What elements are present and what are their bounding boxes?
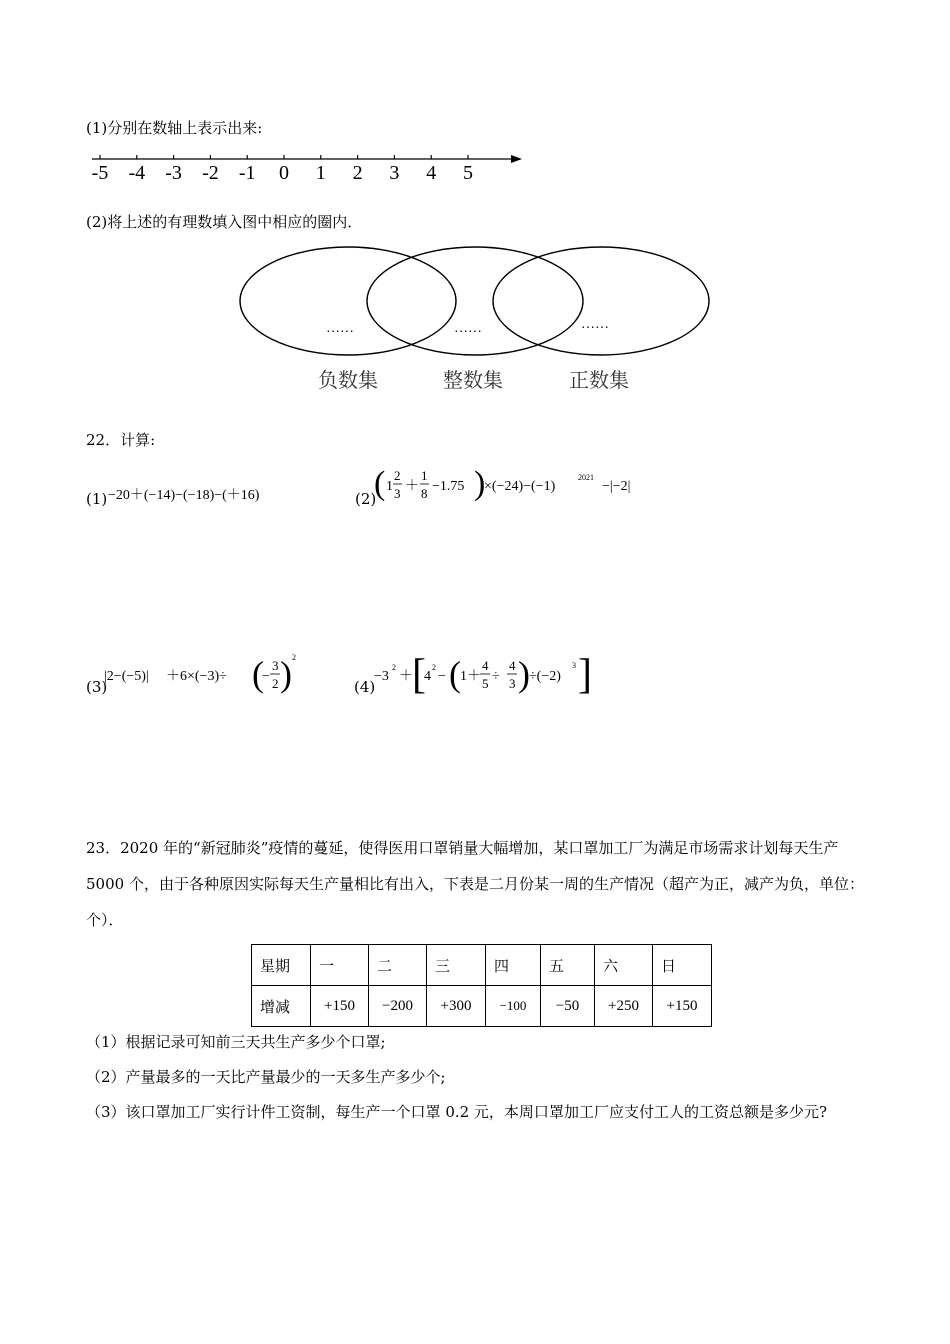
p4-a: −3 <box>374 669 389 684</box>
number-line-label: -4 <box>128 162 146 184</box>
p4-tail-exp: 3 <box>572 661 576 670</box>
table-header-cell: 星期 <box>252 945 311 986</box>
number-line <box>86 146 536 186</box>
number-line-label: -2 <box>202 162 219 184</box>
table-header-cell: 日 <box>653 945 712 986</box>
integer-set-ellipse <box>367 247 583 355</box>
q22-p3-expression <box>104 648 304 700</box>
svg-text:[: [ <box>412 652 426 698</box>
q23-problem-text: 23．2020 年的“新冠肺炎”疫情的蔓延，使得医用口罩销量大幅增加，某口罩加工厂为满足市场需求计划每天生产 5000 个，由于各种原因实际每天生产量相比有出入，下表是二月份某一周的生产情况（超产为正，减产为负，单位：个）． <box>86 839 864 929</box>
q21-part1-prompt: (1)分别在数轴上表示出来: <box>86 119 263 137</box>
number-line-arrow <box>511 155 522 163</box>
table-header-cell: 四 <box>486 945 541 986</box>
positive-set-dots: …… <box>581 317 609 332</box>
p4-a-exp: 2 <box>392 663 396 672</box>
p3-num: 3 <box>272 658 279 673</box>
p4-num2: 4 <box>509 658 516 673</box>
table-header-cell: 一 <box>311 945 369 986</box>
table-row-label: 增减 <box>252 986 311 1027</box>
p4-b-exp: 2 <box>432 663 436 672</box>
p4-one: 1＋ <box>460 669 481 684</box>
p2-whole: 1 <box>386 479 393 494</box>
svg-text:]: ] <box>578 652 592 698</box>
p2-num1: 2 <box>394 468 401 483</box>
p2-den2: 8 <box>421 486 428 501</box>
table-header-cell: 二 <box>369 945 427 986</box>
svg-text:(: ( <box>449 654 461 694</box>
p2-rparen: ) <box>474 465 486 502</box>
number-line-label: 0 <box>279 162 289 184</box>
number-line-label: -5 <box>91 162 109 184</box>
q22-p2-label: (2) <box>355 490 377 508</box>
p3-abs: |2−(−5)| <box>104 669 149 684</box>
p4-minus: − <box>438 669 446 684</box>
svg-text:(: ( <box>252 654 264 694</box>
q22-p4-expression <box>372 648 602 700</box>
q22-p1-label: (1) <box>86 490 108 508</box>
negative-set-label: 负数集 <box>318 370 378 392</box>
q22-p1-expression: −20＋(−14)−(−18)−(＋16) <box>108 488 260 503</box>
p3-exponent: 2 <box>292 653 296 662</box>
number-line-label: 1 <box>315 162 326 184</box>
production-table <box>251 944 712 1027</box>
p4-num1: 4 <box>482 658 489 673</box>
svg-text:): ) <box>280 654 292 694</box>
svg-text:＋: ＋ <box>405 479 419 494</box>
positive-set-ellipse <box>493 247 709 355</box>
negative-set-dots: …… <box>326 321 354 336</box>
number-line-label: 3 <box>389 162 400 184</box>
p2-num2: 1 <box>421 468 428 483</box>
table-cell: +150 <box>311 986 369 1027</box>
number-line-label: 4 <box>426 162 437 184</box>
number-line-label: 2 <box>352 162 363 184</box>
p2-exponent: 2021 <box>578 473 594 482</box>
table-cell: −100 <box>486 986 541 1027</box>
number-line-label: 5 <box>463 162 473 184</box>
table-row <box>252 986 712 1027</box>
table-cell: +150 <box>653 986 712 1027</box>
p3-den: 2 <box>272 676 279 691</box>
q22-p3-label: (3) <box>86 678 108 696</box>
q22-title: 22．计算: <box>86 431 156 449</box>
p2-den1: 3 <box>394 486 401 501</box>
negative-set-ellipse <box>240 247 456 355</box>
p4-div: ÷ <box>492 669 500 684</box>
svg-text:): ) <box>518 654 530 694</box>
venn-diagram <box>236 242 716 402</box>
table-header-cell: 六 <box>595 945 653 986</box>
p2-tail: −|−2| <box>602 479 631 494</box>
q23-sub2: （2）产量最多的一天比产量最少的一天多生产多少个; <box>86 1068 446 1086</box>
q23-sub3: （3）该口罩加工厂实行计件工资制，每生产一个口罩 0.2 元，本周口罩加工厂应支付工人的工资总额是多少元? <box>86 1103 827 1121</box>
q22-p4-label: (4) <box>354 678 376 696</box>
p2-rest: −1.75 <box>432 479 465 494</box>
number-line-label: -1 <box>238 162 256 184</box>
p4-den1: 5 <box>482 676 489 691</box>
table-header-cell: 五 <box>541 945 595 986</box>
p2-lparen: ( <box>374 465 386 502</box>
table-header-cell: 三 <box>427 945 486 986</box>
p3-neg: − <box>262 669 270 684</box>
q23-sub1: （1）根据记录可知前三天共生产多少个口罩; <box>86 1033 386 1051</box>
p4-b: 4 <box>424 669 431 684</box>
table-cell: −50 <box>541 986 595 1027</box>
table-cell: −200 <box>369 986 427 1027</box>
integer-set-label: 整数集 <box>443 370 503 392</box>
table-cell: +250 <box>595 986 653 1027</box>
p4-plus: ＋ <box>399 669 413 684</box>
p2-mid: ×(−24)−(−1) <box>484 479 556 494</box>
positive-set-label: 正数集 <box>569 370 629 392</box>
table-header-row <box>252 945 712 986</box>
p3-mid: ＋6×(−3)÷ <box>166 669 227 684</box>
p4-den2: 3 <box>509 676 516 691</box>
integer-set-dots: …… <box>454 321 482 336</box>
number-line-label: -3 <box>165 162 182 184</box>
p4-tail: ÷(−2) <box>529 669 561 684</box>
table-cell: +300 <box>427 986 486 1027</box>
q22-p2-expression <box>372 460 652 510</box>
q21-part2-prompt: (2)将上述的有理数填入图中相应的圈内． <box>86 213 363 231</box>
